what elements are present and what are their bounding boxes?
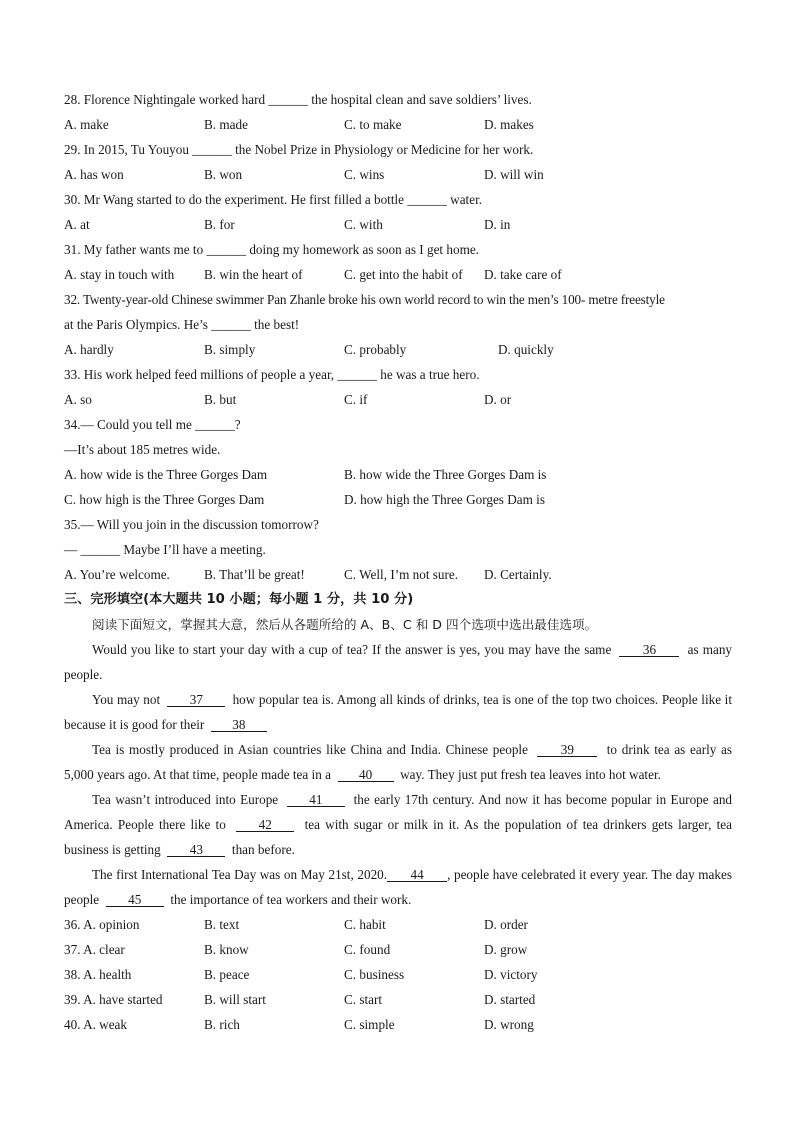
- option-a[interactable]: A. how wide is the Three Gorges Dam: [64, 467, 268, 482]
- option-a[interactable]: 38. A. health: [64, 967, 132, 982]
- question-28-stem: [64, 92, 734, 108]
- section-title: 三、完形填空(本大题共 10 小题；每小题 1 分，共 10 分): [64, 592, 414, 607]
- option-a[interactable]: 37. A. clear: [64, 942, 125, 957]
- blank-41[interactable]: 41: [287, 793, 345, 807]
- option-b[interactable]: B. made: [204, 117, 248, 132]
- question-30-stem: [64, 192, 734, 208]
- option-c[interactable]: C. wins: [344, 167, 385, 182]
- blank-40[interactable]: 40: [338, 768, 394, 782]
- question-number: 29.: [64, 142, 81, 157]
- question-35-options: [64, 567, 744, 583]
- question-28-options: [64, 117, 744, 133]
- question-text: Florence Nightingale worked hard ______ the hospital clean and save soldiers’ lives.: [83, 92, 532, 107]
- question-32-stem-line1: 32. Twenty-year-old Chinese swimmer Pan Zhanle broke his own world record to win the men’s 100- metre freestyle: [64, 292, 665, 307]
- option-c[interactable]: C. if: [344, 392, 368, 407]
- question-text: My father wants me to ______ doing my homework as soon as I get home.: [83, 242, 479, 257]
- option-d[interactable]: D. Certainly.: [484, 567, 552, 582]
- question-33-options: [64, 392, 744, 408]
- option-c[interactable]: C. to make: [344, 117, 402, 132]
- option-d[interactable]: D. or: [484, 392, 512, 407]
- option-b[interactable]: B. but: [204, 392, 237, 407]
- option-d[interactable]: D. how high the Three Gorges Dam is: [344, 492, 545, 507]
- question-number: 28.: [64, 92, 81, 107]
- option-d[interactable]: D. will win: [484, 167, 544, 182]
- option-a[interactable]: A. at: [64, 217, 90, 232]
- question-34-options-row1: [64, 467, 744, 483]
- option-d[interactable]: D. victory: [484, 967, 538, 982]
- blank-43[interactable]: 43: [167, 843, 225, 857]
- option-b[interactable]: B. won: [204, 167, 243, 182]
- question-39-options: [64, 992, 744, 1008]
- question-29-stem: [64, 142, 734, 158]
- blank-39[interactable]: 39: [537, 743, 597, 757]
- question-36-options: [64, 917, 744, 933]
- blank-38[interactable]: 38: [211, 718, 267, 732]
- question-text: In 2015, Tu Youyou ______ the Nobel Prize in Physiology or Medicine for her work.: [83, 142, 534, 157]
- option-a[interactable]: 36. A. opinion: [64, 917, 140, 932]
- question-35-stem: 35.— Will you join in the discussion tomorrow?: [64, 517, 319, 532]
- question-32-stem-line2: at the Paris Olympics. He’s ______ the best!: [64, 317, 300, 332]
- option-d[interactable]: D. take care of: [484, 267, 562, 282]
- question-30-options: [64, 217, 744, 233]
- option-a[interactable]: A. stay in touch with: [64, 267, 175, 282]
- option-c[interactable]: C. Well, I’m not sure.: [344, 567, 459, 582]
- question-40-options: [64, 1017, 744, 1033]
- option-d[interactable]: D. started: [484, 992, 536, 1007]
- option-a[interactable]: A. hardly: [64, 342, 114, 357]
- question-34-reply: —It’s about 185 metres wide.: [64, 442, 221, 457]
- option-b[interactable]: B. for: [204, 217, 235, 232]
- question-31-options: [64, 267, 744, 283]
- option-d[interactable]: D. wrong: [484, 1017, 534, 1032]
- passage-paragraph-2: You may not 37 how popular tea is. Among all kinds of drinks, tea is one of the top two choices. People like it because it is good for their 38: [64, 692, 733, 732]
- option-c[interactable]: C. start: [344, 992, 383, 1007]
- blank-44[interactable]: 44: [387, 868, 447, 882]
- question-35-reply: — ______ Maybe I’ll have a meeting.: [64, 542, 266, 557]
- blank-42[interactable]: 42: [236, 818, 294, 832]
- passage-paragraph-5: The first International Tea Day was on May 21st, 2020. 44 , people have celebrated it every year. The day makes people 45 the importance of tea workers and their work.: [64, 867, 732, 907]
- option-b[interactable]: B. That’ll be great!: [204, 567, 305, 582]
- option-b[interactable]: B. peace: [204, 967, 250, 982]
- option-b[interactable]: B. win the heart of: [204, 267, 303, 282]
- option-b[interactable]: B. rich: [204, 1017, 240, 1032]
- question-32-options: [64, 342, 744, 358]
- option-b[interactable]: B. will start: [204, 992, 266, 1007]
- question-37-options: [64, 942, 744, 958]
- option-a[interactable]: A. has won: [64, 167, 124, 182]
- option-c[interactable]: C. how high is the Three Gorges Dam: [64, 492, 265, 507]
- option-a[interactable]: A. make: [64, 117, 109, 132]
- question-number: 31.: [64, 242, 81, 257]
- option-d[interactable]: D. quickly: [498, 342, 554, 357]
- question-text: Mr Wang started to do the experiment. He first filled a bottle ______ water.: [83, 192, 483, 207]
- option-a[interactable]: A. so: [64, 392, 92, 407]
- option-b[interactable]: B. how wide the Three Gorges Dam is: [344, 467, 547, 482]
- option-d[interactable]: D. grow: [484, 942, 528, 957]
- section-instruction: 阅读下面短文，掌握其大意，然后从各题所给的 A、B、C 和 D 四个选项中选出最佳选项。: [92, 617, 598, 632]
- question-38-options: [64, 967, 744, 983]
- option-c[interactable]: C. get into the habit of: [344, 267, 463, 282]
- passage-paragraph-3: Tea is mostly produced in Asian countries like China and India. Chinese people 39 to drink tea as early as 5,000 years ago. At that time, people made tea in a 40 way. They just put fresh tea leaves into hot water.: [64, 742, 733, 782]
- option-c[interactable]: C. probably: [344, 342, 407, 357]
- option-a[interactable]: 40. A. weak: [64, 1017, 128, 1032]
- option-b[interactable]: B. text: [204, 917, 240, 932]
- option-b[interactable]: B. simply: [204, 342, 256, 357]
- question-34-options-row2: [64, 492, 744, 508]
- question-number: 30.: [64, 192, 81, 207]
- option-d[interactable]: D. order: [484, 917, 528, 932]
- option-a[interactable]: 39. A. have started: [64, 992, 163, 1007]
- question-29-options: [64, 167, 744, 183]
- option-c[interactable]: C. habit: [344, 917, 386, 932]
- option-c[interactable]: C. found: [344, 942, 391, 957]
- blank-45[interactable]: 45: [106, 893, 164, 907]
- question-34-stem: 34.— Could you tell me ______?: [64, 417, 241, 432]
- passage-paragraph-4: Tea wasn’t introduced into Europe 41 the early 17th century. And now it has become popular in Europe and America. People there like to 42 tea with sugar or milk in it. As the population of tea drinkers gets larger, tea business is getting 43 than before.: [64, 792, 733, 857]
- blank-37[interactable]: 37: [167, 693, 225, 707]
- question-33-stem: 33. His work helped feed millions of people a year, ______ he was a true hero.: [64, 367, 480, 382]
- option-c[interactable]: C. with: [344, 217, 383, 232]
- blank-36[interactable]: 36: [619, 643, 679, 657]
- option-b[interactable]: B. know: [204, 942, 249, 957]
- option-d[interactable]: D. in: [484, 217, 511, 232]
- option-c[interactable]: C. simple: [344, 1017, 395, 1032]
- option-c[interactable]: C. business: [344, 967, 405, 982]
- option-d[interactable]: D. makes: [484, 117, 534, 132]
- option-a[interactable]: A. You’re welcome.: [64, 567, 170, 582]
- question-31-stem: [64, 242, 734, 258]
- passage-paragraph-1: Would you like to start your day with a cup of tea? If the answer is yes, you may have the same 36 as many people.: [64, 642, 733, 682]
